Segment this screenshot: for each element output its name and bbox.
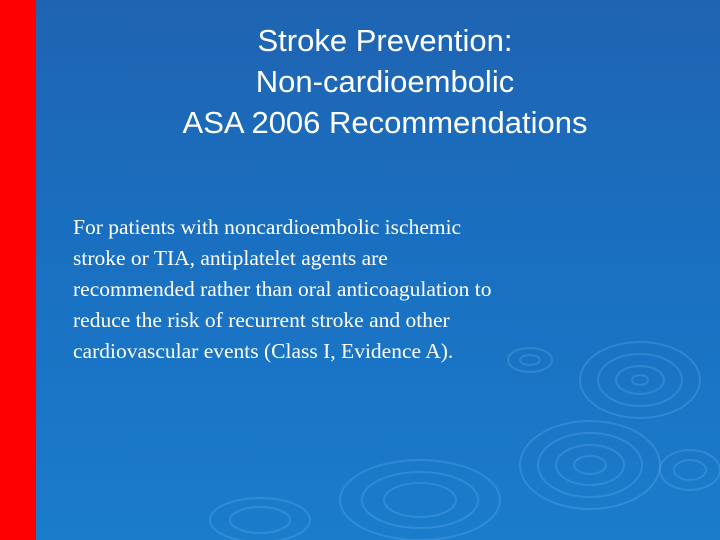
title-line: Stroke Prevention: — [257, 23, 513, 58]
body-line: recommended rather than oral anticoagulation to — [73, 277, 492, 301]
body-line: For patients with noncardioembolic ischemic — [73, 215, 462, 239]
body-line: cardiovascular events (Class I, Evidence A). — [73, 339, 454, 363]
title-line: ASA 2006 Recommendations — [182, 105, 588, 140]
slide-body — [73, 212, 673, 367]
body-line: stroke or TIA, antiplatelet agents are — [73, 246, 388, 270]
slide-title — [60, 20, 710, 143]
title-line: Non-cardioembolic — [255, 64, 515, 99]
body-line: reduce the risk of recurrent stroke and other — [73, 308, 450, 332]
